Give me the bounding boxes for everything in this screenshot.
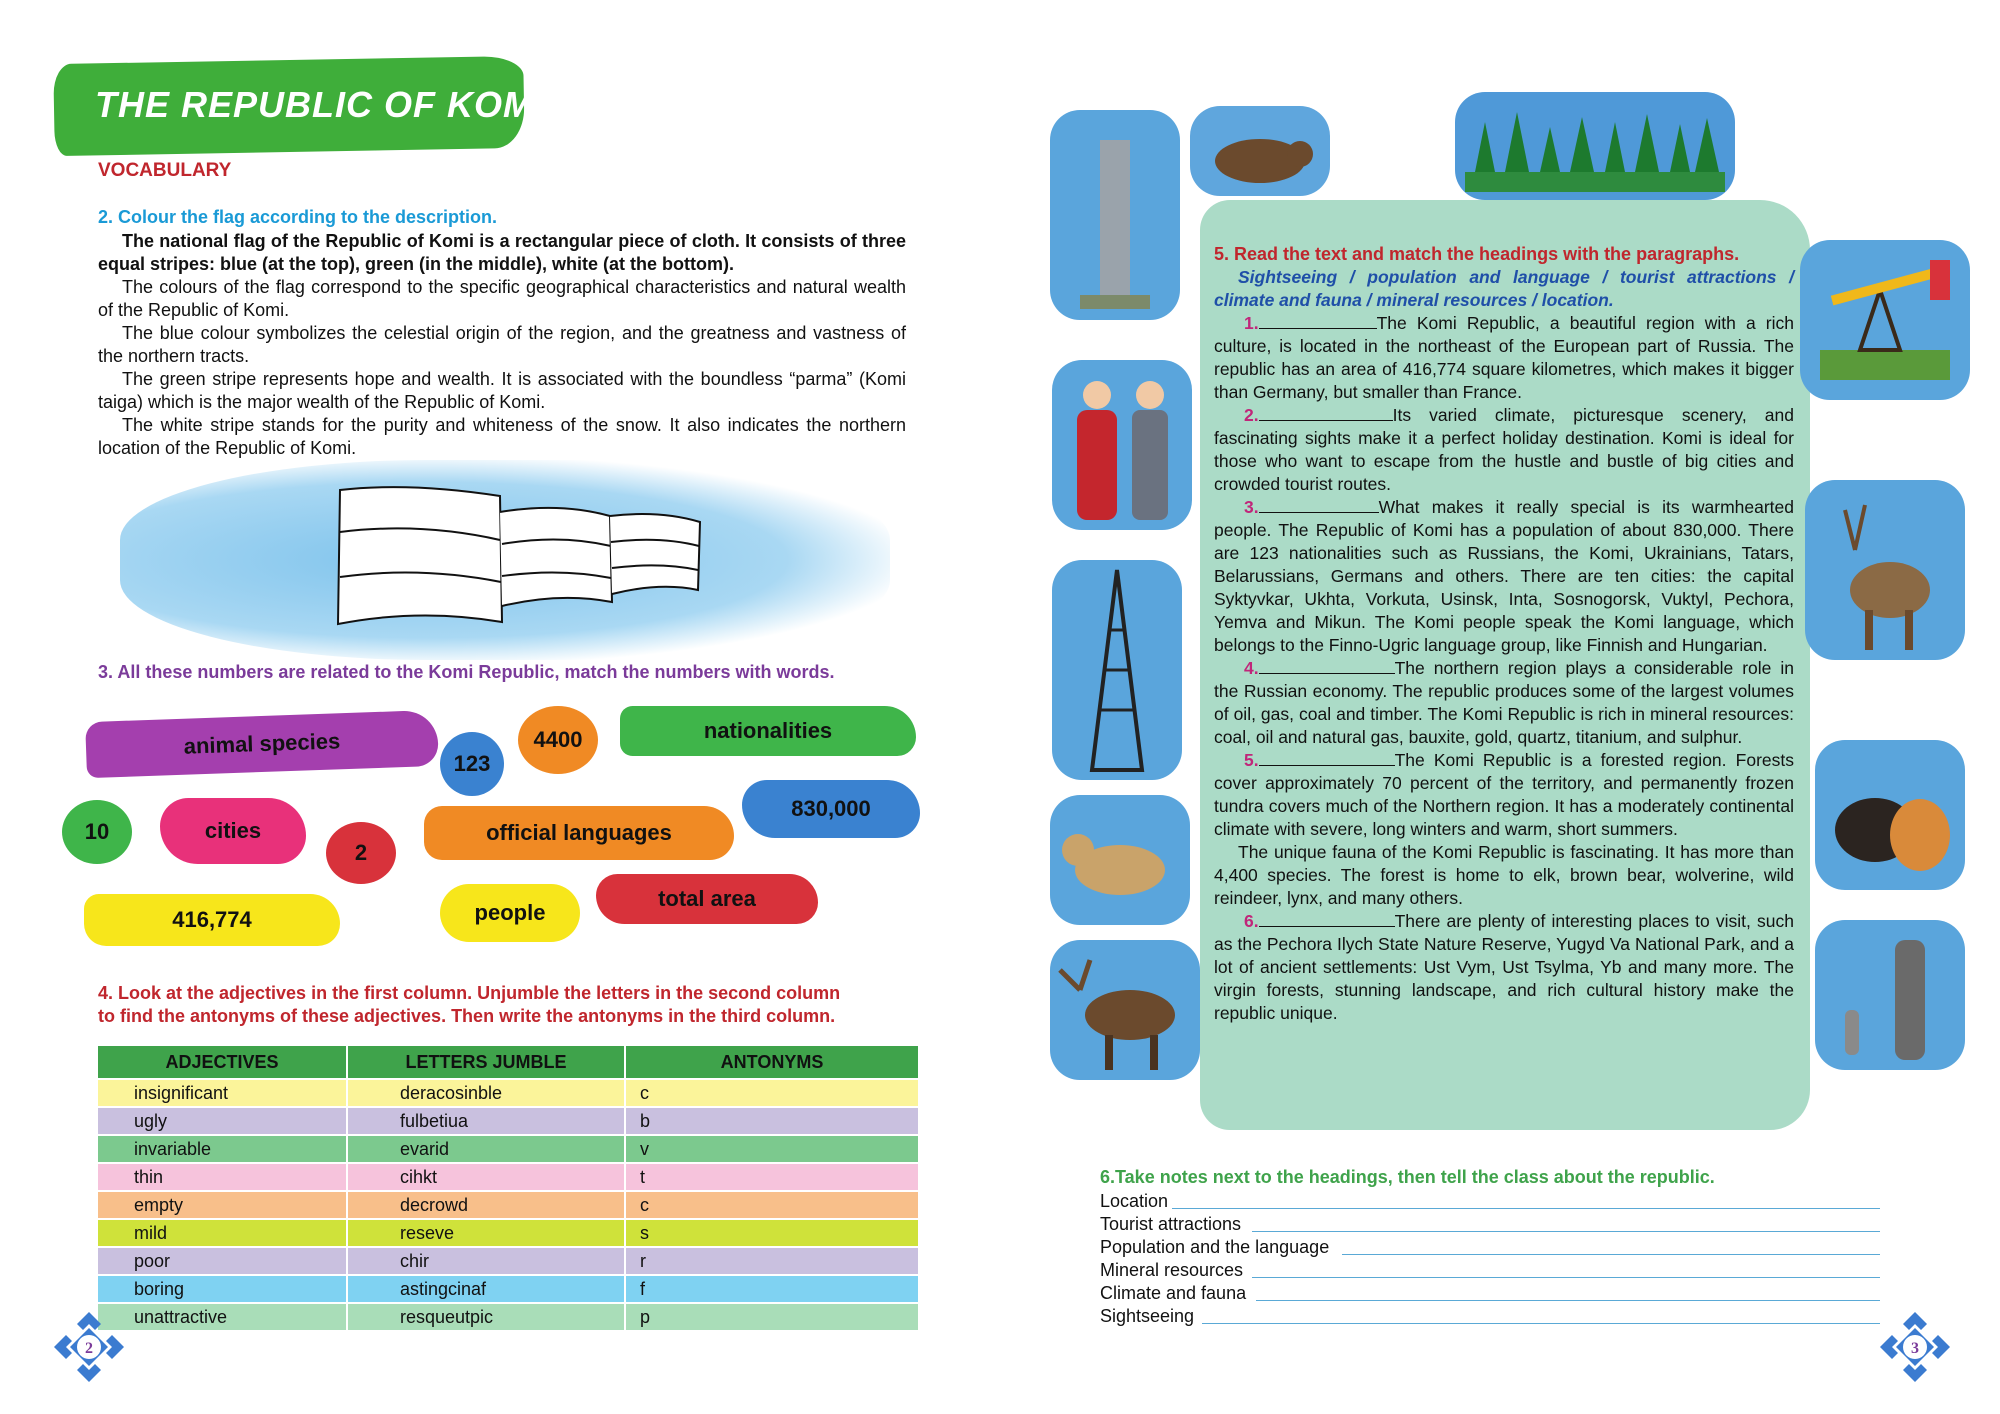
- task4-heading-line2: to find the antonyms of these adjectives. Then write the antonyms in the third column.: [98, 1006, 836, 1026]
- notes-item-mineral-resources[interactable]: [1100, 1259, 1880, 1282]
- adjective-cell: thin: [98, 1164, 348, 1190]
- notes-item-climate-fauna[interactable]: [1100, 1282, 1880, 1305]
- page-number-right: 3: [1911, 1340, 1919, 1357]
- antonym-cell[interactable]: s: [626, 1220, 920, 1246]
- flag-outline-icon[interactable]: [330, 482, 710, 632]
- task2-p4: The green stripe represents hope and wealth. It is associated with the boundless “parma” (Komi taiga) which is the major wealth of the Republic of Komi.: [98, 369, 906, 412]
- jumble-cell: decrowd: [348, 1192, 626, 1218]
- table-row: [98, 1192, 920, 1218]
- table-row: [98, 1220, 920, 1246]
- table-row: [98, 1164, 920, 1190]
- task2-p1: The national flag of the Republic of Komi is a rectangular piece of cloth. It consists of three equal stripes: blue (at the top), green (in the middle), white (at the bottom).: [98, 231, 906, 274]
- blob-label: 10: [84, 819, 110, 844]
- paragraph-text: The Komi Republic, a beautiful region with a rich culture, is located in the northeast of the European part of Russia. The republic has an area of 416,774 square kilometres, which makes it bigger than Germany, but smaller than France.: [1214, 313, 1794, 402]
- notes-label: Mineral resources: [1100, 1260, 1244, 1280]
- jumble-cell: cihkt: [348, 1164, 626, 1190]
- task6-heading: 6.Take notes next to the headings, then tell the class about the republic.: [1100, 1167, 1715, 1187]
- antonym-cell[interactable]: p: [626, 1304, 920, 1330]
- blob-label: 830,000: [791, 796, 871, 821]
- oil-pump-icon: [1800, 240, 1970, 400]
- task4-heading-line1: 4. Look at the adjectives in the first column. Unjumble the letters in the second column: [98, 983, 841, 1003]
- heading-blank[interactable]: [1259, 765, 1395, 766]
- task3-heading: 3. All these numbers are related to the Komi Republic, match the numbers with words.: [98, 662, 835, 682]
- blob-label: 2: [354, 840, 368, 865]
- task2-p5: The white stripe stands for the purity and whiteness of the snow. It also indicates the northern location of the Republic of Komi.: [98, 415, 906, 458]
- table-row: [98, 1108, 920, 1134]
- blob-nationalities[interactable]: [620, 706, 916, 756]
- monument-picture: [1050, 110, 1180, 320]
- blob-4400[interactable]: [518, 706, 598, 774]
- antonym-cell[interactable]: c: [626, 1080, 920, 1106]
- adjective-cell: mild: [98, 1220, 348, 1246]
- paragraph-number: 6.: [1244, 911, 1259, 931]
- notes-line[interactable]: [1342, 1254, 1880, 1255]
- antonym-cell[interactable]: v: [626, 1136, 920, 1162]
- notes-item-population[interactable]: [1100, 1236, 1880, 1259]
- mineral-picture: [1815, 740, 1965, 890]
- reindeer-picture: [1805, 480, 1965, 660]
- table-header-row: [98, 1046, 920, 1078]
- notes-label: Climate and fauna: [1100, 1283, 1247, 1303]
- antonym-cell[interactable]: f: [626, 1276, 920, 1302]
- blob-10[interactable]: [62, 800, 132, 864]
- paragraph-5b: The unique fauna of the Komi Republic is fascinating. It has more than 4,400 species. The forest is home to elk, brown bear, wolverine, wild reindeer, lynx, and many others.: [1214, 842, 1794, 908]
- stone-pillars-picture: [1815, 920, 1965, 1070]
- elk-icon: [1050, 940, 1200, 1080]
- antonym-cell[interactable]: b: [626, 1108, 920, 1134]
- task5-headings-list: Sightseeing / population and language / tourist attractions / climate and fauna / mineral resources / location.: [1214, 267, 1794, 310]
- task4-heading: [98, 982, 840, 1028]
- blob-label: 123: [453, 751, 491, 776]
- header-adjectives: ADJECTIVES: [98, 1046, 348, 1078]
- table-row: [98, 1248, 920, 1274]
- bear-picture: [1190, 106, 1330, 196]
- paragraph-text: There are plenty of interesting places to visit, such as the Pechora Ilych State Nature Reserve, Yugyd Va National Park, and a lot of ancient settlements: Ust Vym, Ust Tsylma, Yb and many more. The virgin forests, stunning landscape, and rich cultural history make the republic unique.: [1214, 911, 1794, 1023]
- adjective-cell: invariable: [98, 1136, 348, 1162]
- people-picture: [1052, 360, 1192, 530]
- monument-icon: [1050, 110, 1180, 320]
- header-antonyms: ANTONYMS: [626, 1046, 920, 1078]
- notes-line[interactable]: [1252, 1277, 1880, 1278]
- paragraph-5: [1214, 749, 1794, 841]
- blob-123[interactable]: [440, 732, 504, 796]
- jumble-cell: chir: [348, 1248, 626, 1274]
- paragraph-number: 4.: [1244, 658, 1259, 678]
- reindeer-icon: [1805, 480, 1965, 660]
- blob-2[interactable]: [326, 822, 396, 884]
- jumble-cell: reseve: [348, 1220, 626, 1246]
- notes-item-location[interactable]: [1100, 1190, 1880, 1213]
- notes-label: Location: [1100, 1191, 1169, 1211]
- task5-paragraphs: [1214, 312, 1794, 1025]
- oil-tower-icon: [1052, 560, 1182, 780]
- paragraph-text: The Komi Republic is a forested region. Forests cover approximately 70 percent of the territory, and permanently frozen tundra covers much of the Northern region. It has a moderately continental climate with severe, long winters and warm, short summers.: [1214, 750, 1794, 839]
- blob-416774[interactable]: [84, 894, 340, 946]
- adjective-cell: empty: [98, 1192, 348, 1218]
- task2-p3: The blue colour symbolizes the celestial origin of the region, and the greatness and vastness of the northern tracts.: [98, 323, 906, 366]
- mineral-rock-icon: [1815, 740, 1965, 890]
- adjective-cell: poor: [98, 1248, 348, 1274]
- task5-heading: 5. Read the text and match the headings with the paragraphs.: [1214, 244, 1740, 264]
- table-row: [98, 1136, 920, 1162]
- bear-icon: [1190, 106, 1330, 196]
- paragraph-text: Its varied climate, picturesque scenery, and fascinating sights make it a perfect holiday destination. Komi is ideal for those who want to escape from the hustle and bustle of big cities and crowded tourist routes.: [1214, 405, 1794, 494]
- blob-label: cities: [204, 818, 262, 843]
- adjective-cell: unattractive: [98, 1304, 348, 1330]
- table-row: [98, 1276, 920, 1302]
- blob-label: 416,774: [172, 907, 252, 932]
- people-in-costume-icon: [1052, 360, 1192, 530]
- heading-blank[interactable]: [1259, 673, 1395, 674]
- blob-label: people: [474, 900, 546, 925]
- paragraph-3: [1214, 496, 1794, 657]
- antonym-cell[interactable]: c: [626, 1192, 920, 1218]
- page-title: THE REPUBLIC OF KOMI: [95, 84, 545, 125]
- adjectives-table: [98, 1044, 920, 1332]
- notes-line[interactable]: [1202, 1323, 1880, 1324]
- heading-blank[interactable]: [1259, 328, 1377, 329]
- paragraph-1: [1214, 312, 1794, 404]
- jumble-cell: fulbetiua: [348, 1108, 626, 1134]
- notes-label: Tourist attractions: [1100, 1214, 1242, 1234]
- elk-picture: [1050, 940, 1200, 1080]
- paragraph-2: [1214, 404, 1794, 496]
- forest-picture: [1455, 92, 1735, 200]
- notes-item-sightseeing[interactable]: [1100, 1305, 1880, 1328]
- notes-item-tourist-attractions[interactable]: [1100, 1213, 1880, 1236]
- header-letters-jumble: LETTERS JUMBLE: [348, 1046, 626, 1078]
- jumble-cell: deracosinble: [348, 1080, 626, 1106]
- blob-people[interactable]: [440, 884, 580, 942]
- blob-label: animal species: [183, 728, 341, 759]
- paragraph-text: What makes it really special is its warmhearted people. The Republic of Komi has a population of about 830,000. There are 123 nationalities such as Russians, the Komi, Ukrainians, Tatars, Belarussians, Germans and others. There are ten cities: the capital Syktyvkar, Ukhta, Vorkuta, Usinsk, Inta, Sosnogorsk, Vuktyl, Pechora, Yemva and Mikun. The Komi people speak the Komi language, which belongs to the Finno-Ugric language group, like Finnish and Hungarian.: [1214, 497, 1794, 655]
- antonym-cell[interactable]: r: [626, 1248, 920, 1274]
- oil-pump-picture: [1800, 240, 1970, 400]
- blob-animal-species[interactable]: [85, 710, 439, 778]
- heading-blank[interactable]: [1259, 512, 1379, 513]
- paragraph-4: [1214, 657, 1794, 749]
- ornament-icon: [52, 1310, 126, 1384]
- notes-line[interactable]: [1252, 1231, 1880, 1232]
- page-number-left: 2: [85, 1340, 93, 1357]
- notes-line[interactable]: [1172, 1208, 1880, 1209]
- heading-blank[interactable]: [1259, 420, 1393, 421]
- jumble-cell: astingcinaf: [348, 1276, 626, 1302]
- jumble-cell: evarid: [348, 1136, 626, 1162]
- antonym-cell[interactable]: t: [626, 1164, 920, 1190]
- forest-icon: [1455, 92, 1735, 200]
- blob-label: 4400: [533, 727, 583, 752]
- heading-blank[interactable]: [1259, 926, 1395, 927]
- notes-list: [1100, 1190, 1880, 1328]
- ornament-icon: [1878, 1310, 1952, 1384]
- notes-line[interactable]: [1256, 1300, 1880, 1301]
- blob-official-languages[interactable]: [424, 806, 734, 860]
- blob-label: official languages: [486, 820, 672, 845]
- task2-p2: The colours of the flag correspond to the specific geographical characteristics and natural wealth of the Republic of Komi.: [98, 277, 906, 320]
- adjective-cell: insignificant: [98, 1080, 348, 1106]
- table-row: [98, 1304, 920, 1330]
- notes-label: Population and the language: [1100, 1237, 1330, 1257]
- blob-total-area[interactable]: [596, 874, 818, 924]
- paragraph-6: [1214, 910, 1794, 1025]
- task2-text: [98, 230, 906, 460]
- paragraph-number: 2.: [1244, 405, 1259, 425]
- stone-pillars-icon: [1815, 920, 1965, 1070]
- notes-label: Sightseeing: [1100, 1306, 1195, 1326]
- adjective-cell: boring: [98, 1276, 348, 1302]
- adjective-cell: ugly: [98, 1108, 348, 1134]
- blob-cities[interactable]: [160, 798, 306, 864]
- table-row: [98, 1080, 920, 1106]
- paragraph-number: 5.: [1244, 750, 1259, 770]
- paragraph-text: The northern region plays a considerable role in the Russian economy. The republic produces some of the largest volumes of oil, gas, coal and timber. The Komi Republic is rich in mineral resources: coal, oil and natural gas, bauxite, gold, quartz, titanium, and sulphur.: [1214, 658, 1794, 747]
- jumble-cell: resqueutpic: [348, 1304, 626, 1330]
- lynx-icon: [1050, 795, 1190, 925]
- vocabulary-label: VOCABULARY: [98, 160, 232, 181]
- paragraph-number: 3.: [1244, 497, 1259, 517]
- blob-830000[interactable]: [742, 780, 920, 838]
- paragraph-number: 1.: [1244, 313, 1259, 333]
- task2-heading: 2. Colour the flag according to the description.: [98, 207, 498, 227]
- blob-label: nationalities: [703, 718, 833, 743]
- oil-tower-picture: [1052, 560, 1182, 780]
- lynx-picture: [1050, 795, 1190, 925]
- blob-label: total area: [658, 886, 756, 911]
